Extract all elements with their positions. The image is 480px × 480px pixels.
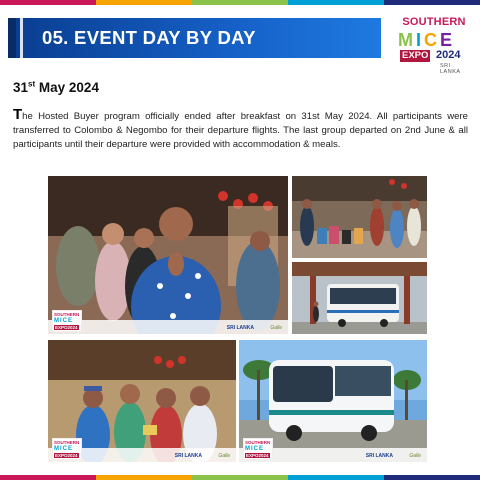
- photo-luggage-lobby: [292, 176, 427, 258]
- footer-tag: Galle: [270, 325, 282, 331]
- event-description: [13, 108, 468, 152]
- footer-tag: Galle: [218, 453, 230, 459]
- section-title-bar: [8, 18, 381, 58]
- logo-expo: EXPO: [402, 50, 429, 61]
- footer-logo-line1: SOUTHERN: [54, 440, 80, 445]
- photo-greeting: [48, 176, 288, 334]
- photo-bus-departure: [292, 262, 427, 334]
- footer-logo-line2: MICE: [54, 318, 73, 324]
- photo-coach-bus: [239, 340, 427, 462]
- logo-year: 2024: [436, 49, 461, 61]
- description-text: he Hosted Buyer program officially ended after breakfast on 31st May 2024. All participants were transferred to Colombo & Negombo for their departure flights. The last group departed on 2nd June & all participants until their departure were provided with accommodation & meals.: [13, 111, 468, 150]
- top-color-stripe: [0, 0, 480, 5]
- title-accent: [8, 18, 16, 58]
- section-title: 05. EVENT DAY BY DAY: [42, 27, 256, 48]
- date-heading: [13, 80, 99, 95]
- logo-letter-c: C: [424, 30, 441, 50]
- logo-southern: SOUTHERN: [402, 16, 466, 28]
- photo-footer-logo: [243, 438, 273, 460]
- southern-mice-expo-logo: [396, 16, 472, 75]
- logo-letter-i: I: [416, 30, 425, 50]
- date-day: 31: [13, 80, 29, 95]
- photo-farewell-gifts: [48, 340, 236, 462]
- photo-footer-logo: [52, 438, 82, 460]
- footer-sri-lanka: SRI LANKA: [174, 453, 202, 459]
- footer-logo-line3: EXPO2024: [55, 325, 78, 330]
- logo-mice: [398, 30, 455, 51]
- footer-sri-lanka: SRI LANKA: [226, 325, 254, 331]
- photo-footer-logo: [52, 310, 82, 332]
- footer-logo-line2: MICE: [245, 446, 264, 452]
- footer-sri-lanka: SRI LANKA: [365, 453, 393, 459]
- footer-tag: Galle: [409, 453, 421, 459]
- title-accent-line: [20, 18, 23, 58]
- bottom-color-stripe: [0, 475, 480, 480]
- footer-logo-line3: EXPO2024: [55, 453, 78, 458]
- logo-letter-e: E: [440, 30, 456, 50]
- footer-logo-line1: SOUTHERN: [245, 440, 271, 445]
- footer-logo-line3: EXPO2024: [246, 453, 269, 458]
- logo-letter-m: M: [398, 30, 416, 50]
- footer-logo-line1: SOUTHERN: [54, 312, 80, 317]
- dropcap: T: [13, 106, 23, 123]
- date-rest: May 2024: [35, 80, 99, 95]
- footer-logo-line2: MICE: [54, 446, 73, 452]
- logo-country: SRI LANKA: [440, 63, 461, 75]
- date-suffix: st: [28, 79, 36, 89]
